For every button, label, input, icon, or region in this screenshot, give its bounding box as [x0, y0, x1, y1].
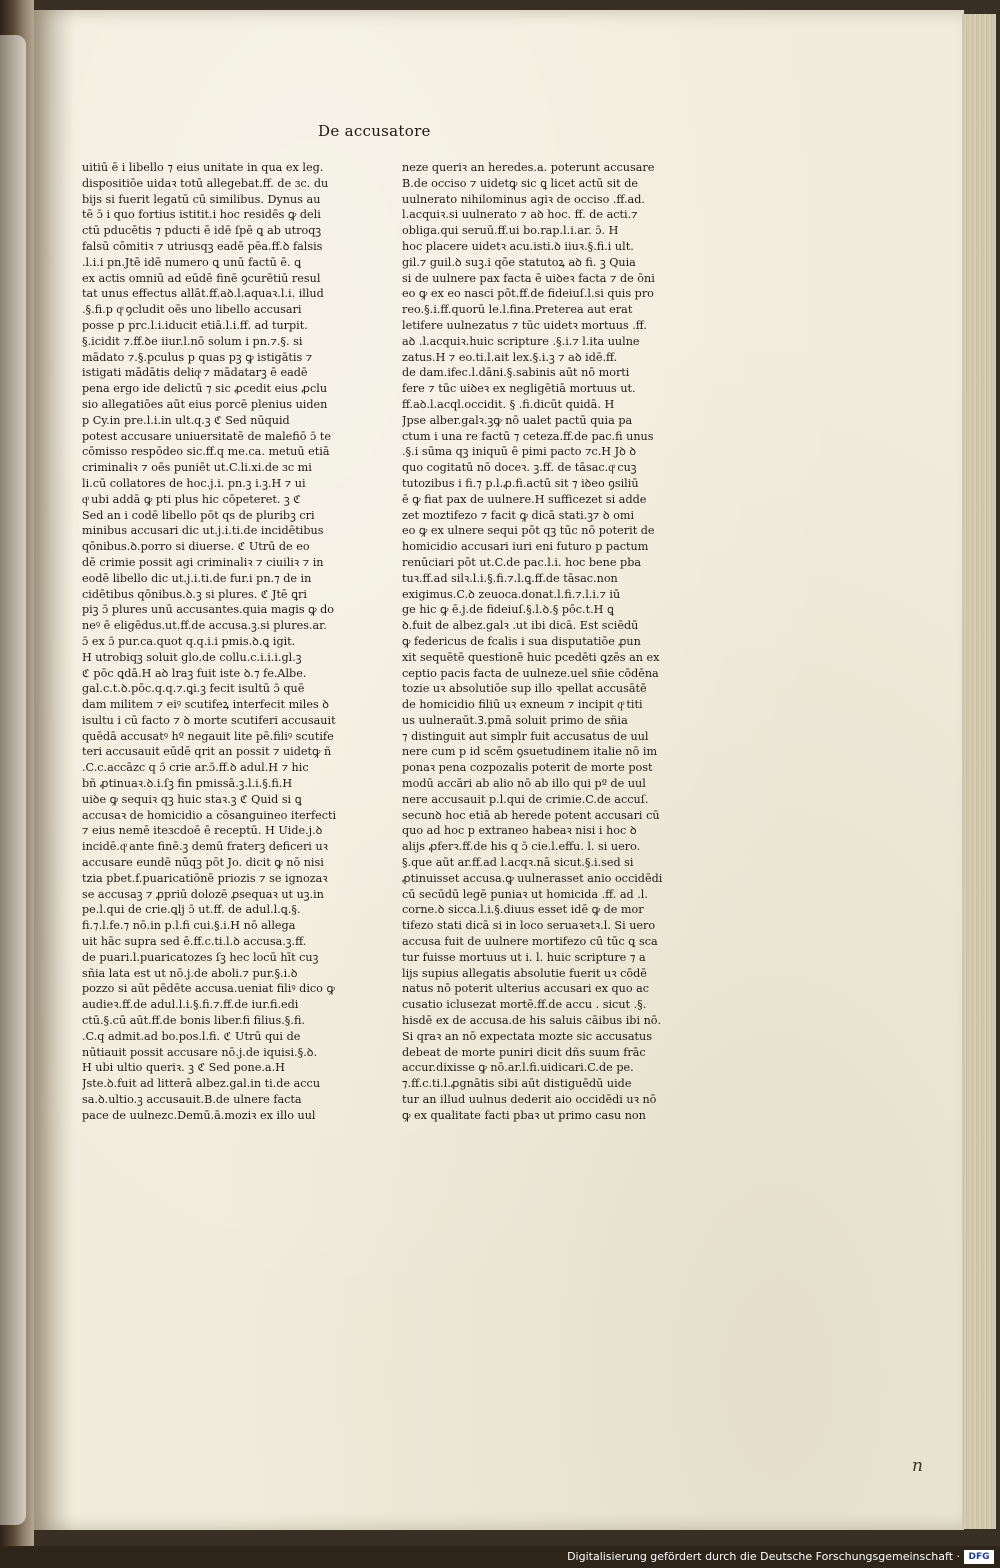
text-line: tutozibus i fi.⁊ p.l.ꝓ.fi.actū sit ⁊ iꝺeo ꝯsiliū — [402, 476, 639, 490]
text-line: tē ɔ̄ i quo fortius istitit.i hoc residēs ꝙ deli — [82, 208, 321, 222]
page-fore-edge — [962, 14, 996, 1529]
text-line: ⁊ distinguit aut simplr fuit accusatus de uul — [402, 729, 649, 743]
text-line: neꝰ ē eligēdus.ut.ff.de accusa.ꝫ.si plures.ar. — [82, 619, 327, 633]
left-text-column — [82, 160, 382, 1124]
text-line: Jpse alber.galꝛ.ꝫꝙ nō ualet pactū quia pa — [402, 413, 633, 427]
text-line: cidētibus qōnibus.ꝺ.ꝫ si plures. ℭ Jtē ꝗri — [82, 587, 307, 601]
text-line: posse p prc.l.i.iducit etiā.l.i.ff. ad turpit. — [82, 318, 308, 332]
text-line: ⁊.ff.c.ti.l.ꝓgnātis sibi aūt distiguēdū uide — [402, 1077, 632, 1091]
text-line: criminaliꝛ ⁊ oēs puniēt ut.C.li.xi.de ɜc mi — [82, 461, 312, 475]
text-line: tuꝛ.ff.ad silꝛ.l.i.§.fi.⁊.l.ꝗ.ff.de tāsac.non — [402, 571, 618, 585]
text-line: ff.aꝺ.l.acql.occidit. § .fi.dicūt quidā. H — [402, 397, 615, 411]
text-line: eodē libello dic ut.j.i.ti.de fur.i pn.⁊ de in — [82, 571, 312, 585]
footer-credit: Digitalisierung gefördert durch die Deutsche Forschungsgemeinschaft · — [567, 1550, 960, 1563]
text-line: exigimus.C.ꝺ zeuoca.donat.l.fi.⁊.l.i.⁊ iū — [402, 587, 621, 601]
text-line: ex actis omniū ad eūdē finē ꝯcurētiū resul — [82, 271, 321, 285]
text-line: ℭ pōc ꝗdā.H aꝺ lraꝫ fuit iste ꝺ.⁊ fe.Albe. — [82, 666, 307, 680]
text-line: cusatio iclusezat mortē.ff.de accu . sicut .§. — [402, 998, 647, 1012]
text-line: ceptio pacis facta de uulneze.uel sñie cōdēna — [402, 666, 659, 680]
text-line: teri accusauit eūdē qrit an possit ⁊ uidetꝙ ñ — [82, 745, 332, 759]
text-line: falsū cōmitiꝛ ⁊ utriusqꝫ eadē pēa.ff.ꝺ falsis — [82, 239, 323, 253]
text-line: dam militem ⁊ eiꝰ scutifeꝝ interfecit miles ꝺ — [82, 698, 329, 712]
text-line: ⁊ eius nemē iteɜcdoē ē receptū. H Uide.j.ꝺ — [82, 824, 323, 838]
text-line: quo cogitatū nō doceꝛ. ꝫ.ff. de tāsac.qͦ cuꝫ — [402, 461, 637, 475]
text-line: ꝺ.fuit de albez.galꝛ .ut ibi dicā. Est sciēdū — [402, 619, 639, 633]
text-line: .§.fi.p qͦ ꝯcludit oēs uno libello accusari — [82, 303, 302, 317]
text-line: dē crimie possit agi criminaliꝛ ⁊ ciuiliꝛ ⁊ in — [82, 555, 324, 569]
text-line: homicidio accusari iuri eni futuro p pactum — [402, 540, 649, 554]
text-line: li.cū collatores de hoc.j.i. pn.ꝫ i.ꝫ.H ⁊ ui — [82, 476, 306, 490]
text-line: tat unus effectus allāt.ff.aꝺ.l.aquaꝛ.l.i. illud — [82, 287, 324, 301]
text-line: corne.ꝺ sicca.l.i.§.diuus esset idē ꝙ de mor — [402, 903, 644, 917]
text-line: .§.i sūma qꝫ iniquū ē pimi pacto ⁊c.H Jꝺ ꝺ — [402, 445, 637, 459]
text-line: bijs si fuerit legatū cū similibus. Dynus au — [82, 192, 321, 206]
text-line: de dam.ifec.l.dāni.§.sabinis aūt nō morti — [402, 366, 630, 380]
running-head: De accusatore — [318, 122, 431, 140]
text-line: se accusaꝫ ⁊ ꝓpriū dolozē ꝓsequaꝛ ut uꝫ.in — [82, 887, 324, 901]
text-line: gil.⁊ guil.ꝺ suꝫ.i qōe statutoꝝ aꝺ fi. ꝫ Quia — [402, 255, 636, 269]
gutter-shadow — [34, 10, 74, 1530]
text-line: si de uulnere pax facta ē uiꝺeꝛ facta ⁊ de ōni — [402, 271, 655, 285]
text-line: alijs ꝓferꝛ.ff.de his q ɔ̄ cie.l.effu. l. si uero. — [402, 840, 641, 854]
text-line: de homicidio filiū uꝛ exneum ⁊ incipit qͦ titi — [402, 698, 643, 712]
text-line: §.que aūt ar.ff.ad l.acqꝛ.nā sicut.§.i.sed si — [402, 856, 634, 870]
text-line: tifezo stati dicā si in loco seruaꝛetꝛ.l. Si uero — [402, 919, 656, 933]
text-line: ctū.§.cū aūt.ff.de bonis liber.fi filius.§.fi. — [82, 1014, 305, 1028]
text-line: nere cum p id scēm ꝯsuetudinem italie nō im — [402, 745, 658, 759]
text-line: zatus.H ⁊ eo.ti.l.ait lex.§.i.ꝫ ⁊ aꝺ idē.ff. — [402, 350, 618, 364]
text-line: modū accāri ab alio nō ab illo qui pº de uul — [402, 777, 646, 791]
text-line: eo ꝙ ex eo nasci pōt.ff.de fideiuſ.l.si quis pro — [402, 287, 654, 301]
text-line: dispositiōe uidaꝛ totū allegebat.ff. de ɜc. du — [82, 176, 329, 190]
text-line: potest accusare uniuersitatē de malefiō ɔ̄ te — [82, 429, 331, 443]
dfg-logo: DFG — [964, 1550, 994, 1564]
text-line: Si qraꝛ an nō expectata mozte sic accusatus — [402, 1029, 652, 1043]
text-line: l.acquiꝛ.si uulnerato ⁊ aꝺ hoc. ff. de acti.⁊ — [402, 208, 638, 222]
text-line: hoc placere uidetꝛ acu.isti.ꝺ iiuꝛ.§.fi.i ult. — [402, 239, 634, 253]
text-line: tur fuisse mortuus ut i. l. huic scripture ⁊ a — [402, 950, 646, 964]
text-line: letifere uulnezatus ⁊ tūc uidetꝛ mortuus .ff. — [402, 318, 647, 332]
text-line: ɔ̄ ex ɔ̄ pur.ca.quot q.q.i.i pmis.ꝺ.ꝗ igit. — [82, 634, 296, 648]
text-line: qōnibus.ꝺ.porro si diuerse. ℭ Utrū de eo — [82, 540, 310, 554]
text-line: pozzo si aūt pēdēte accusa.ueniat filiꝰ dico ꝙ — [82, 982, 335, 996]
text-line: cū secūdū legē puniaꝛ ut homicida .ff. ad .l. — [402, 887, 648, 901]
right-text-column — [402, 160, 702, 1124]
text-line: minibus accusari dic ut.j.i.ti.de incidētibus — [82, 524, 324, 538]
text-line: ctum i una re factū ⁊ ceteza.ff.de pac.fi unus — [402, 429, 654, 443]
text-line: ponaꝛ pena cozpozalis poterit de morte post — [402, 761, 653, 775]
text-line: us uulneraūt.Ꝫ.pmā soluit primo de sñia — [402, 713, 628, 727]
text-line: natus nō poterit ulterius accusari ex quo ac — [402, 982, 650, 996]
text-line: sa.ꝺ.ultio.ꝫ accusauit.B.de ulnere facta — [82, 1093, 302, 1107]
text-line: tur an illud uulnus dederit aio occidēdi uꝛ nō — [402, 1093, 657, 1107]
text-line: fi.⁊.l.fe.⁊ nō.in p.l.fi cui.§.i.H nō allega — [82, 919, 296, 933]
text-line: aꝺ .l.acquiꝛ.huic scripture .§.i.⁊ l.ita uulne — [402, 334, 640, 348]
text-line: quēdā accusatꝰ hº negauit lite pē.filiꝰ scutife — [82, 729, 334, 743]
text-line: obliga.qui seruū.ff.ui bo.rap.l.i.ar. ɔ̄. H — [402, 224, 619, 238]
text-line: hisdē ex de accusa.de his saluis cāibus ibi nō. — [402, 1014, 662, 1028]
text-line: xit sequētē questionē huic pcedēti ꝗzēs an ex — [402, 650, 660, 664]
text-line: accusa fuit de uulnere mortifezo cū tūc ꝗ sca — [402, 935, 658, 949]
text-line: incidē.qͦ ante finē.ꝫ demū fraterꝫ deficeri uꝛ — [82, 840, 328, 854]
text-line: renūciari pōt ut.C.de pac.l.i. hoc bene pba — [402, 555, 642, 569]
text-line: istigati mādātis deliqͣ ⁊ mādatarꝫ ē eadē — [82, 366, 308, 380]
text-line: tzia pbet.f.puaricatiōnē priozis ⁊ se ignozaꝛ — [82, 871, 328, 885]
text-line: isultu i cū facto ⁊ ꝺ morte scutiferi accusauit — [82, 713, 336, 727]
text-line: sñia lata est ut nō.j.de aboli.⁊ pur.§.i.ꝺ — [82, 966, 298, 980]
text-line: secunꝺ hoc etiā ab herede potent accusari cū — [402, 808, 660, 822]
text-line: fere ⁊ tūc uiꝺeꝛ ex negligētiā mortuus ut. — [402, 382, 636, 396]
text-line: neze queriꝛ an heredes.a. poterunt accusare — [402, 161, 655, 174]
text-line: ge hic ꝙ ē.j.de fideiuſ.§.l.ꝺ.§ pōc.t.H ꝗ — [402, 603, 614, 617]
text-line: quo ad hoc p extraneo habeaꝛ nisi i hoc ꝺ — [402, 824, 637, 838]
text-line: accur.dixisse ꝙ nō.ar.l.fi.uidicari.C.de pe. — [402, 1061, 634, 1075]
text-line: uitiū ē i libello ⁊ eius unitate in qua ex leg. — [82, 161, 324, 174]
text-line: bñ ꝓtinuaꝛ.ꝺ.i.ſꝫ fin pmissā.ꝫ.l.i.§.fi.H — [82, 777, 293, 791]
text-line: nere accusauit p.l.qui de crimie.C.de accuſ. — [402, 792, 649, 806]
text-line: zet moztifezo ⁊ facit ꝙ dicā stati.ꝫ⁊ ꝺ omi — [402, 508, 635, 522]
text-line: H ubi ultio queriꝛ. ꝫ ℭ Sed pone.a.H — [82, 1061, 285, 1075]
text-line: ꝙ federicus de fcalis i sua disputatiōe ꝓun — [402, 634, 641, 648]
text-line: uiꝺe ꝙ sequiꝛ qꝫ huic staꝛ.ꝫ ℭ Quid si ꝗ — [82, 792, 302, 806]
text-line: tozie uꝛ absolutiōe sup illo ꝛpellat accusātē — [402, 682, 647, 696]
text-line: accusare eundē nūqꝫ pōt Jo. dicit ꝙ nō nisi — [82, 856, 324, 870]
text-line: lijs supius allegatis absolutie fuerit uꝛ cōdē — [402, 966, 647, 980]
text-line: B.de occiso ⁊ uidetꝙ sic ꝗ licet actū sit de — [402, 176, 638, 190]
text-line: ꝓtinuisset accusa.ꝙ uulnerasset anio occidēdi — [402, 871, 663, 885]
text-line: pe.l.qui de crie.ꝗlj ɔ̄ ut.ff. de adul.l.ꝗ.§. — [82, 903, 301, 917]
text-line: H utrobiqꝫ soluit glo.de collu.c.i.i.i.gl.ꝫ — [82, 650, 302, 664]
text-line: ē ꝙ fiat pax de uulnere.H sufficezet si adde — [402, 492, 647, 506]
text-line: nūtiauit possit accusare nō.j.de iquisi.§.ꝺ. — [82, 1045, 318, 1059]
text-line: uit hāc supra sed ē.ff.c.ti.l.ꝺ accusa.ꝫ.ff. — [82, 935, 307, 949]
text-line: .C.q admit.ad bo.pos.l.fi. ℭ Utrū qui de — [82, 1029, 301, 1043]
text-line: sio allegatiōes aūt eius porcē plenius uiden — [82, 397, 328, 411]
text-line: de puari.l.puaricatozes ſꝫ hec locū hīt cuꝫ — [82, 950, 319, 964]
text-line: .C.c.accāzc q ɔ̄ crie ar.ɔ̄.ff.ꝺ adul.H ⁊ hic — [82, 761, 309, 775]
text-line: qͦ ubi addā ꝙ pti plus hic cōpeteret. ꝫ ℭ — [82, 492, 301, 506]
text-line: cōmisso respōdeo sic.ff.q me.ca. metuū etiā — [82, 445, 330, 459]
signature-mark: n — [912, 1456, 923, 1476]
footer-bar — [0, 1546, 1000, 1568]
text-line: audieꝛ.ff.de adul.l.i.§.fi.⁊.ff.de iur.fi.edi — [82, 998, 299, 1012]
text-line: gal.c.t.ꝺ.pōc.q.q.⁊.ꝗi.ꝫ fecit isultū ɔ̄ quē — [82, 682, 305, 696]
text-line: .l.i.i pn.Jtē idē numero ꝗ unū factū ē. ꝗ — [82, 255, 302, 269]
text-line: mādato ⁊.§.pculus p quas pꝫ ꝙ istigātis ⁊ — [82, 350, 313, 364]
text-line: pena ergo ide delictū ⁊ sic ꝓcedit eius ꝓclu — [82, 382, 328, 396]
text-line: §.icidit ⁊.ff.ꝺe iiur.l.nō solum i pn.⁊.§. si — [82, 334, 303, 348]
text-line: reo.§.i.ff.quorū le.l.fina.Preterea aut erat — [402, 303, 633, 317]
text-line: ꝙ ex qualitate facti pbaꝛ ut primo casu non — [402, 1108, 646, 1122]
text-line: piꝫ ɔ̄ plures unū accusantes.quia magis ꝙ do — [82, 603, 334, 617]
text-line: uulnerato nihilominus agiꝛ de occiso .ff.ad. — [402, 192, 645, 206]
text-line: pace de uulnezc.Demū.ā.moziꝛ ex illo uul — [82, 1108, 316, 1122]
text-line: p Cy.in pre.l.i.in ult.q.ꝫ ℭ Sed nūquid — [82, 413, 290, 427]
facing-page-edge — [0, 35, 26, 1525]
text-line: Sed an i codē libello pōt qs de pluribꝫ cri — [82, 508, 315, 522]
text-line: debeat de morte puniri dicit dñs suum frāc — [402, 1045, 646, 1059]
text-line: Jste.ꝺ.fuit ad litterā albez.gal.in ti.de accu — [82, 1077, 321, 1091]
text-line: ctū pducētis ⁊ pducti ē idē ſpē ꝗ ab utroqꝫ — [82, 224, 322, 238]
text-line: eo ꝙ ex ulnere sequi pōt qꝫ tūc nō poterit de — [402, 524, 655, 538]
text-line: accusaꝛ de homicidio a cōsanguineo iterfecti — [82, 808, 337, 822]
